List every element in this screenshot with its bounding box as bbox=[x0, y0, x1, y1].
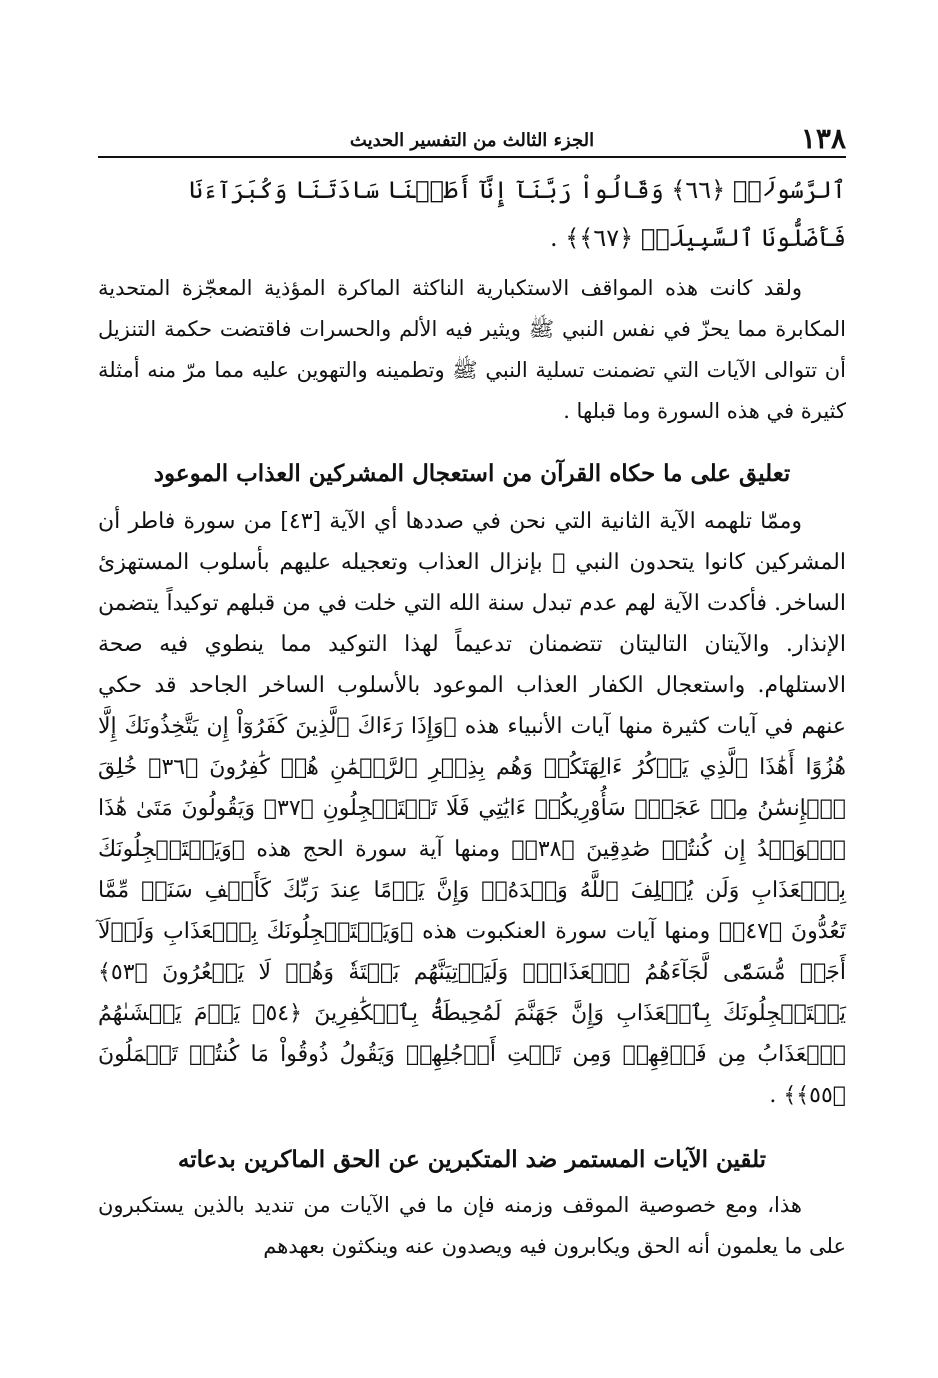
paragraph-commentary: وممّا تلهمه الآية الثانية التي نحن في صددها أي الآية [٤٣] من سورة فاطر أن المشركين كانوا يتحدون النبي ﷺ بإنزال العذاب وتعجيله عليهم بأسلوب المستهزئ الساخر. فأكدت الآية لهم عدم تبدل سنة الله التي خلت في من قبلهم توكيداً يتضمن الإنذار. والآيتان التاليتان تتضمنان تدعيماً لهذا التوكيد مما ينطوي فيه صحة الاستلهام. واستعجال الكفار العذاب الموعود بالأسلوب الساخر الجاحد قد حكي عنهم في آيات كثيرة منها آيات الأنبياء هذه ﴿وَإِذَا رَءَاكَ ٱلَّذِينَ كَفَرُوٓاْ إِن يَتَّخِذُونَكَ إِلَّا هُزُوًا أَهَٰذَا ٱلَّذِي يَذۡكُرُ ءَالِهَتَكُمۡ وَهُم بِذِكۡرِ ٱلرَّحۡمَٰنِ هُمۡ كَٰفِرُونَ ﴿٣٦﴾ خُلِقَ ٱلۡإِنسَٰنُ مِنۡ عَجَلٖۚ سَأُوْرِيكُمۡ ءَايَٰتِي فَلَا تَسۡتَعۡجِلُونِ ﴿٣٧﴾ وَيَقُولُونَ مَتَىٰ هَٰذَا ٱلۡوَعۡدُ إِن كُنتُمۡ صَٰدِقِينَ ﴿٣٨﴾﴾ ومنها آية سورة الحج هذه ﴿وَيَسۡتَعۡجِلُونَكَ بِٱلۡعَذَابِ وَلَن يُخۡلِفَ ٱللَّهُ وَعۡدَهُۥۚ وَإِنَّ يَوۡمًا عِندَ رَبِّكَ كَأَلۡفِ سَنَةٖ مِّمَّا تَعُدُّونَ ﴿٤٧﴾﴾ ومنها آيات سورة العنكبوت هذه ﴿وَيَسۡتَعۡجِلُونَكَ بِٱلۡعَذَابِ وَلَوۡلَآ أَجَلٞ مُّسَمّٗى لَّجَآءَهُمُ ٱلۡعَذَابُۚ وَلَيَأۡتِيَنَّهُم بَغۡتَةٗ وَهُمۡ لَا يَشۡعُرُونَ ﴿٥٣﴾ يَسۡتَعۡجِلُونَكَ بِٱلۡعَذَابِ وَإِنَّ جَهَنَّمَ لَمُحِيطَةُۢ بِٱلۡكَٰفِرِينَ ﴿٥٤﴾ يَوۡمَ يَغۡشَىٰهُمُ ٱلۡعَذَابُ مِن فَوۡقِهِمۡ وَمِن تَحۡتِ أَرۡجُلِهِمۡ وَيَقُولُ ذُوقُواْ مَا كُنتُمۡ تَعۡمَلُونَ ﴿٥٥﴾﴾ . bbox=[98, 509, 847, 1108]
running-title: الجزء الثالث من التفسير الحديث bbox=[349, 130, 595, 151]
top-verse: ٱلرَّسُولَا۠ ﴿٦٦﴾ وَقَالُواْ رَبَّنَآ إِنَّآ أَطَعۡنَا سَادَتَنَا وَكُبَرَآءَنَا فَأَضَلُّونَا ٱلسَّبِيلَا۠ ﴿٦٧﴾﴾ . bbox=[188, 176, 846, 252]
paragraph-closing: هذا، ومع خصوصية الموقف وزمنه فإن ما في الآيات من تنديد بالذين يستكبرون على ما يعلمون أنه الحق ويكابرون فيه ويصدون عنه وينكثون بعهدهم bbox=[98, 1193, 846, 1258]
page-body bbox=[98, 166, 846, 1267]
page-number: ١٣٨ bbox=[800, 122, 846, 155]
section-heading-1: تعليق على ما حكاه القرآن من استعجال المشركين العذاب الموعود bbox=[153, 460, 791, 487]
paragraph-intro: ولقد كانت هذه المواقف الاستكبارية الناكثة الماكرة المؤذية المعجّزة المتحدية المكابرة مما يحزّ في نفس النبي ﷺ ويثير فيه الألم والحسرات فاقتضت حكمة التنزيل أن تتوالى الآيات التي تضمنت تسلية النبي ﷺ وتطمينه والتهوين عليه مما مرّ منه أمثلة كثيرة في هذه السورة وما قبلها . bbox=[98, 276, 847, 423]
page-header bbox=[98, 120, 846, 158]
section-heading-2: تلقين الآيات المستمر ضد المتكبرين عن الحق الماكرين بدعاته bbox=[177, 1146, 767, 1173]
